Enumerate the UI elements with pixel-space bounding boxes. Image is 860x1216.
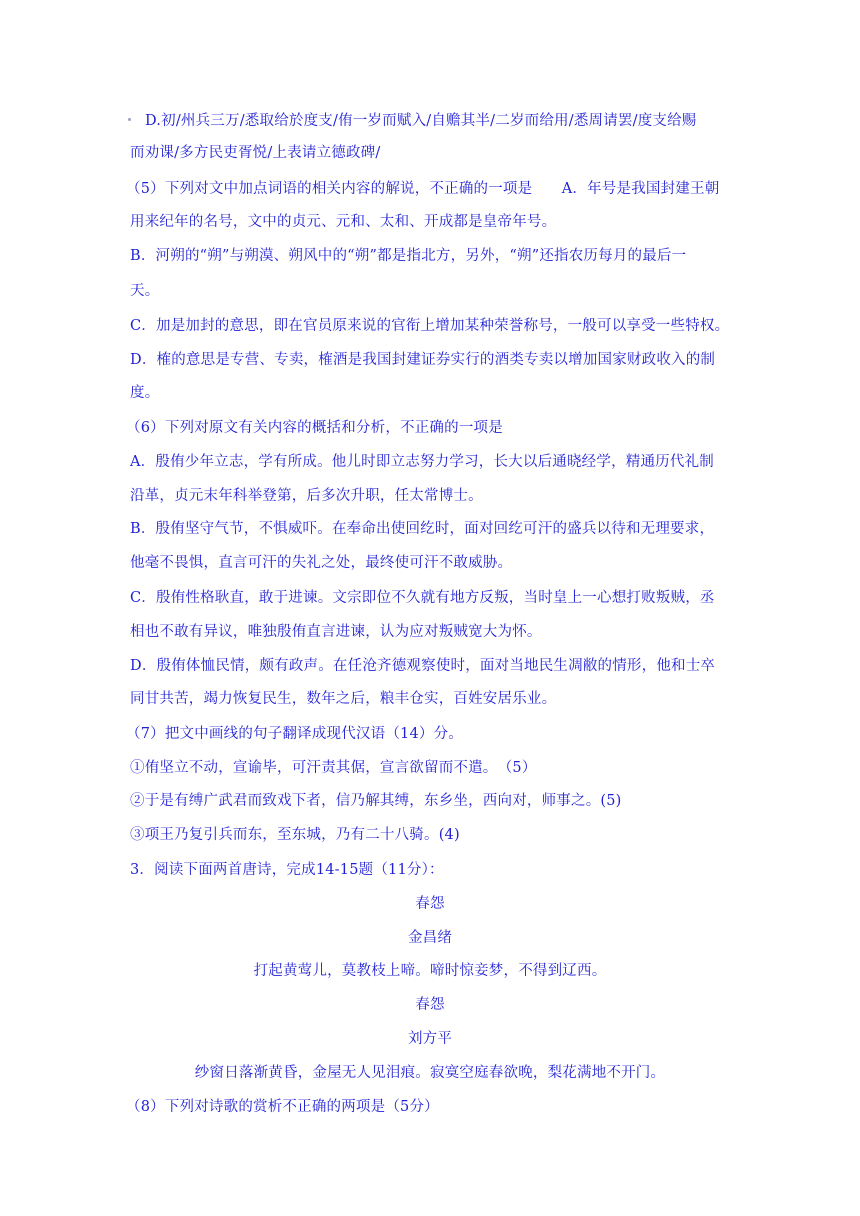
- option-d-line-1: D.初/州兵三万/悉取给於度支/侑一岁而赋入/自赡其半/二岁而给用/悉周请罢/度支给赐: [145, 113, 697, 129]
- question-6-option-c-line-1: C．殷侑性格耿直，敢于进谏。文宗即位不久就有地方反叛，当时皇上一心想打败叛贼，丞: [130, 590, 715, 606]
- question-7-sentence-3: ③项王乃复引兵而东，至东城，乃有二十八骑。(4): [130, 827, 460, 843]
- question-6-option-a-line-2: 沿革，贞元末年科举登第，后多次升职，任太常博士。: [130, 488, 483, 504]
- poem-1-author: 金昌绪: [407, 930, 453, 946]
- question-7-sentence-1: ①侑坚立不动，宣谕毕，可汗责其倨，宣言欲留而不遣。 （5）: [130, 760, 537, 776]
- poem-2-author: 刘方平: [407, 1031, 453, 1047]
- question-5-option-c: C．加是加封的意思，即在官员原来说的官衔上增加某种荣誉称号，一般可以享受一些特权。: [130, 318, 730, 334]
- question-5-stem: （5）下列对文中加点词语的相关内容的解说，不正确的一项是 A．年号是我国封建王朝: [126, 181, 720, 197]
- question-5-option-d-line-2: 度。: [130, 385, 160, 401]
- question-7-stem: （7）把文中画线的句子翻译成现代汉语（14）分。: [126, 726, 463, 742]
- question-5-option-a-cont: 用来纪年的名号，文中的贞元、元和、太和、开成都是皇帝年号。: [130, 214, 557, 230]
- question-5-option-d-line-1: D．榷的意思是专营、专卖，榷酒是我国封建证券实行的酒类专卖以增加国家财政收入的制: [130, 352, 716, 368]
- poem-1-text: 打起黄莺儿，莫教枝上啼。啼时惊妾梦，不得到辽西。: [253, 963, 607, 979]
- question-6-option-a-line-1: A．殷侑少年立志，学有所成。他儿时即立志努力学习，长大以后通晓经学，精通历代礼制: [130, 454, 714, 470]
- question-8-stem: （8）下列对诗歌的赏析不正确的两项是（5分）: [126, 1099, 439, 1115]
- question-6-option-b-line-1: B．殷侑坚守气节，不惧威吓。在奉命出使回纥时，面对回纥可汗的盛兵以待和无理要求，: [130, 521, 715, 537]
- margin-dot: [128, 118, 131, 121]
- question-5-option-b-line-2: 天。: [130, 283, 160, 299]
- question-6-option-c-line-2: 相也不敢有异议，唯独殷侑直言进谏，认为应对叛贼宽大为怀。: [130, 624, 542, 640]
- poem-2-text: 纱窗日落渐黄昏，金屋无人见泪痕。寂寞空庭春欲晚，梨花满地不开门。: [194, 1065, 666, 1081]
- question-6-option-d-line-2: 同甘共苦，竭力恢复民生，数年之后，粮丰仓实，百姓安居乐业。: [130, 691, 557, 707]
- question-6-stem: （6）下列对原文有关内容的概括和分析，不正确的一项是: [126, 420, 503, 436]
- question-6-option-b-line-2: 他毫不畏惧，直言可汗的失礼之处，最终使可汗不敢威胁。: [130, 555, 513, 571]
- question-5-option-b-line-1: B．河朔的“朔”与朔漠、朔风中的“朔”都是指北方，另外，“朔”还指农历每月的最后一: [130, 248, 687, 264]
- question-7-sentence-2: ②于是有缚广武君而致戏下者，信乃解其缚，东乡坐，西向对，师事之。(5): [130, 793, 622, 809]
- section-3-heading: 3．阅读下面两首唐诗，完成14-15题（11分）：: [130, 862, 444, 878]
- poem-1-title: 春怨: [415, 896, 445, 912]
- poem-2-title: 春怨: [415, 997, 445, 1013]
- question-6-option-d-line-1: D．殷侑体恤民情，颇有政声。在任沧齐德观察使时，面对当地民生凋敝的情形，他和士卒: [130, 658, 716, 674]
- option-d-line-2: 而劝课/多方民吏胥悦/上表请立德政碑/: [130, 145, 381, 161]
